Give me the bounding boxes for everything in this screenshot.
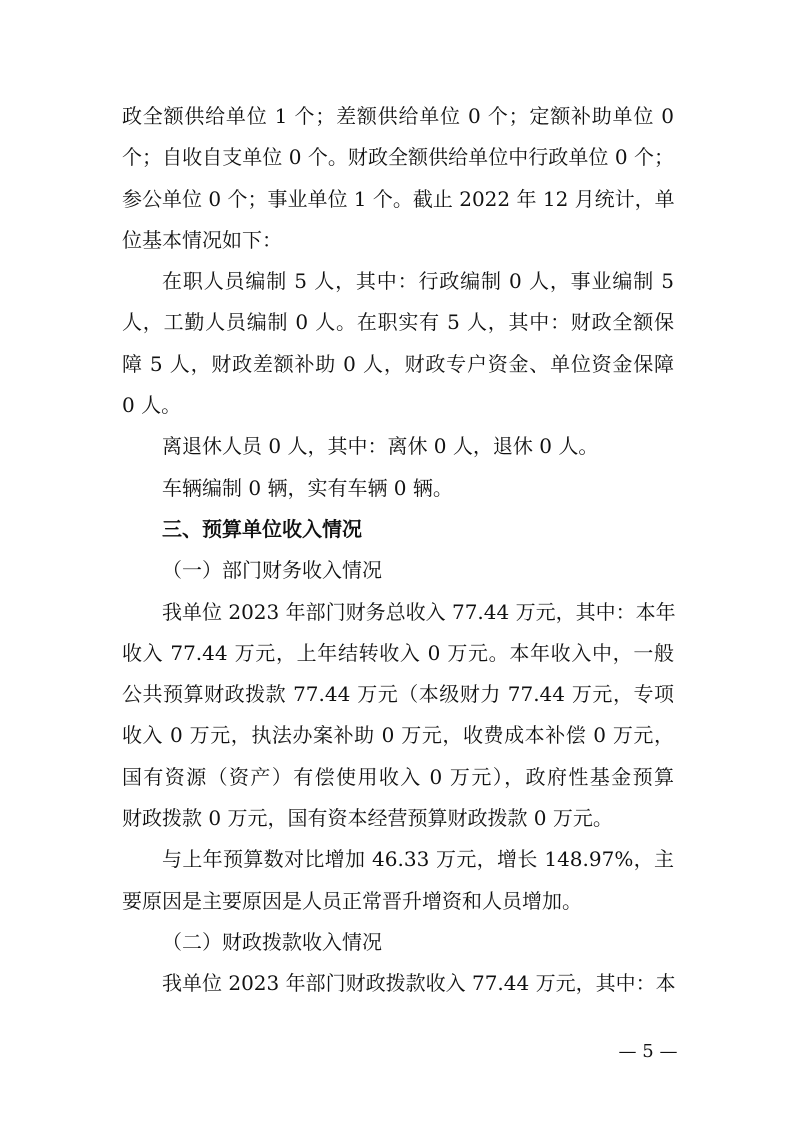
- paragraph-line: 离退休人员 0 人，其中：离休 0 人，退休 0 人。: [162, 434, 599, 459]
- paragraph-line: 个；自收自支单位 0 个。财政全额供给单位中行政单位 0 个；: [122, 145, 674, 170]
- paragraph-line: 与上年预算数对比增加 46.33 万元，增长 148.97%，主: [162, 847, 674, 872]
- paragraph-line: 0 人。: [122, 393, 182, 418]
- paragraph-line: 公共预算财政拨款 77.44 万元（本级财力 77.44 万元，专项: [122, 682, 674, 707]
- paragraph-line: 我单位 2023 年部门财务总收入 77.44 万元，其中：本年: [162, 599, 676, 624]
- paragraph-line: 国有资源（资产）有偿使用收入 0 万元），政府性基金预算: [122, 764, 674, 789]
- paragraph-line: 收入 77.44 万元，上年结转收入 0 万元。本年收入中，一般: [122, 640, 674, 665]
- paragraph-line: 在职人员编制 5 人，其中：行政编制 0 人，事业编制 5: [162, 269, 674, 294]
- subsection-heading: （二）财政拨款收入情况: [162, 929, 382, 954]
- paragraph-line: 政全额供给单位 1 个；差额供给单位 0 个；定额补助单位 0: [122, 104, 674, 128]
- paragraph-line: 位基本情况如下：: [122, 227, 282, 252]
- section-heading: 三、预算单位收入情况: [162, 516, 362, 541]
- paragraph-line: 人，工勤人员编制 0 人。在职实有 5 人，其中：财政全额保: [122, 310, 674, 335]
- subsection-heading: （一）部门财务收入情况: [162, 558, 382, 583]
- paragraph-line: 我单位 2023 年部门财政拨款收入 77.44 万元，其中：本: [162, 971, 676, 996]
- paragraph-line: 障 5 人，财政差额补助 0 人，财政专户资金、单位资金保障: [122, 351, 674, 376]
- paragraph-line: 财政拨款 0 万元，国有资本经营预算财政拨款 0 万元。: [122, 806, 613, 831]
- paragraph-line: 参公单位 0 个；事业单位 1 个。截止 2022 年 12 月统计，单: [122, 186, 675, 211]
- document-body: [122, 96, 674, 1005]
- paragraph-line: 收入 0 万元，执法办案补助 0 万元，收费成本补偿 0 万元，: [122, 723, 674, 748]
- page-number: — 5 —: [618, 1041, 678, 1062]
- paragraph-line: 要原因是主要原因是人员正常晋升增资和人员增加。: [122, 888, 582, 913]
- paragraph-line: 车辆编制 0 辆，实有车辆 0 辆。: [162, 475, 453, 500]
